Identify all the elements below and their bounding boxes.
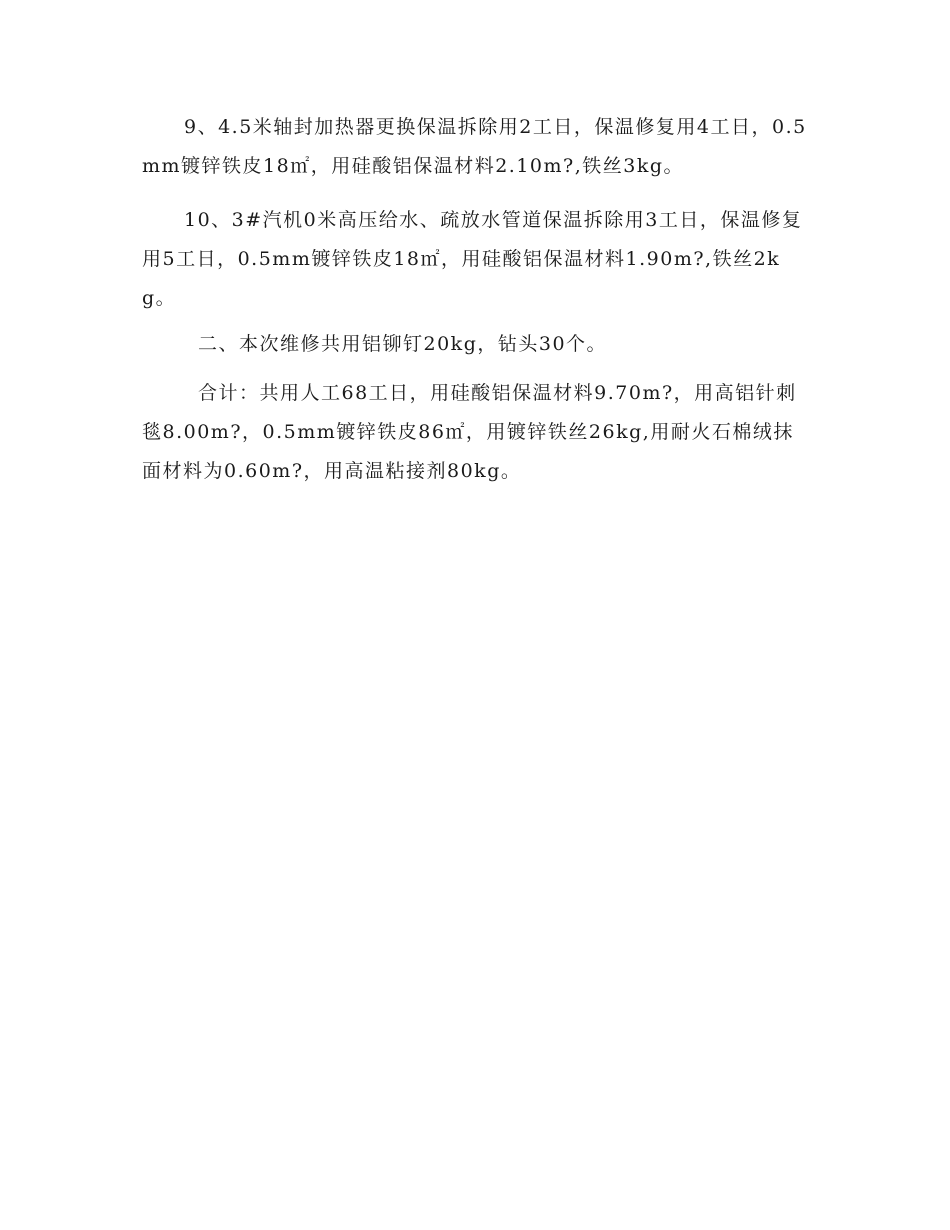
paragraph-total: 合计：共用人工68工日，用硅酸铝保温材料9.70m?，用高铝针刺毯8.00m?，0.5mm镀锌铁皮86㎡，用镀锌铁丝26kg,用耐火石棉绒抹面材料为0.60m?，用高温粘接剂80kg。 — [142, 382, 797, 482]
paragraph-item-10: 10、3#汽机0米高压给水、疏放水管道保温拆除用3工日，保温修复用5工日，0.5mm镀锌铁皮18㎡，用硅酸铝保温材料1.90m?,铁丝2kg。 — [142, 209, 803, 309]
paragraph-section-2: 二、本次维修共用铝铆钉20kg，钻头30个。 — [198, 333, 608, 355]
paragraph-item-9: 9、4.5米轴封加热器更换保温拆除用2工日，保温修复用4工日，0.5mm镀锌铁皮18㎡，用硅酸铝保温材料2.10m?,铁丝3kg。 — [142, 116, 807, 177]
